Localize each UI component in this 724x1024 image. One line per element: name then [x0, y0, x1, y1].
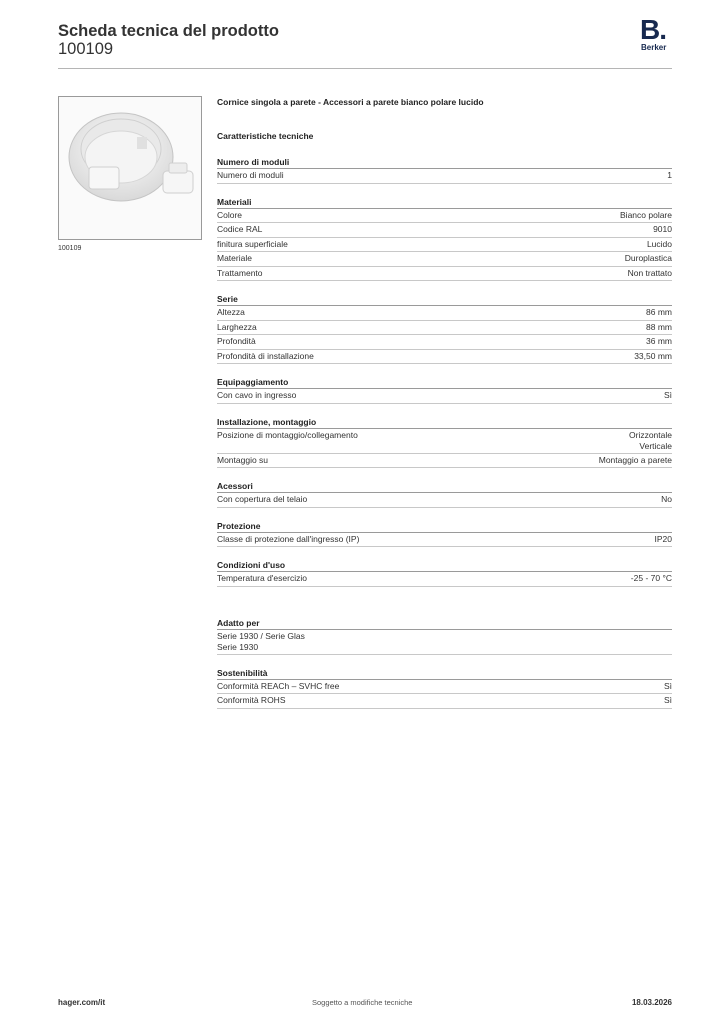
- spec-label: Montaggio su: [217, 454, 269, 465]
- product-code: 100109: [58, 40, 114, 58]
- section-title: Installazione, montaggio: [217, 416, 672, 429]
- spec-label: Conformità ROHS: [217, 695, 286, 705]
- spec-section: [217, 667, 672, 709]
- section-title: Materiali: [217, 196, 672, 209]
- spec-section: [217, 559, 672, 587]
- spec-value: Duroplastica: [624, 253, 672, 263]
- spec-row: [217, 389, 672, 404]
- spec-value: Sì: [663, 680, 672, 691]
- spec-label: Codice RAL: [217, 224, 263, 234]
- spec-value: Sì: [663, 695, 672, 705]
- header-divider: [58, 68, 672, 69]
- product-image: [58, 96, 202, 240]
- spec-row: [217, 694, 672, 709]
- spec-value: 9010: [653, 224, 672, 234]
- spec-value: -25 - 70 °C: [630, 573, 672, 583]
- spec-row: [217, 267, 672, 282]
- spec-value: 36 mm: [646, 336, 672, 346]
- spec-row: [217, 306, 672, 321]
- section-title: Numero di moduli: [217, 156, 672, 169]
- spec-row: [217, 350, 672, 365]
- spec-value: 88 mm: [646, 321, 672, 332]
- spec-label: Temperatura d'esercizio: [217, 573, 307, 583]
- spec-value: 33,50 mm: [634, 350, 672, 361]
- spec-row: [217, 169, 672, 184]
- section-title: Equipaggiamento: [217, 376, 672, 389]
- spec-row: [217, 493, 672, 508]
- section-title: Acessori: [217, 480, 672, 493]
- spec-label: Profondità: [217, 336, 256, 346]
- spec-value: No: [661, 494, 672, 504]
- spec-label: Larghezza: [217, 321, 257, 332]
- spec-label: Serie 1930 / Serie Glas Serie 1930: [217, 630, 305, 652]
- spec-label: Altezza: [217, 307, 245, 317]
- spec-row: [217, 454, 672, 469]
- logo-letter: B.: [640, 14, 667, 45]
- spec-label: Con copertura del telaio: [217, 494, 308, 504]
- section-title: Serie: [217, 293, 672, 306]
- spec-section: [217, 416, 672, 469]
- spec-value: 1: [667, 170, 672, 180]
- spec-section: [217, 520, 672, 548]
- logo-word: Berker: [641, 43, 667, 52]
- spec-row: [217, 335, 672, 350]
- spec-value: IP20: [654, 533, 672, 544]
- spec-label: Materiale: [217, 253, 252, 263]
- spec-row: [217, 223, 672, 238]
- spec-section: [217, 293, 672, 364]
- section-title: Condizioni d'uso: [217, 559, 672, 572]
- image-caption: 100109: [58, 245, 82, 252]
- spec-label: Profondità di installazione: [217, 350, 314, 361]
- spec-value: Non trattato: [627, 267, 672, 278]
- spec-section: [217, 376, 672, 404]
- spec-section: [217, 196, 672, 282]
- spec-row: [217, 572, 672, 587]
- spec-value: Lucido: [646, 238, 672, 249]
- spec-row: [217, 252, 672, 267]
- spec-label: Posizione di montaggio/collegamento: [217, 429, 358, 440]
- spec-value: Montaggio a parete: [598, 454, 672, 465]
- section-title: Sostenibilità: [217, 667, 672, 680]
- spec-content: [217, 96, 672, 709]
- spec-label: Trattamento: [217, 267, 263, 278]
- spec-section: [217, 480, 672, 508]
- footer-notice: Soggetto a modifiche tecniche: [312, 998, 413, 1007]
- spec-row: [217, 533, 672, 548]
- spec-value: 86 mm: [646, 307, 672, 317]
- spec-value: Sì: [663, 390, 672, 400]
- spec-section: [217, 156, 672, 184]
- tech-heading: Caratteristiche tecniche: [217, 131, 314, 141]
- spec-sections: [217, 156, 672, 709]
- spec-row: [217, 321, 672, 336]
- spec-label: Conformità REACh – SVHC free: [217, 680, 340, 691]
- spec-row: [217, 630, 672, 655]
- spec-row: [217, 429, 672, 454]
- berker-logo: [640, 16, 674, 56]
- page-title: Scheda tecnica del prodotto: [58, 22, 279, 40]
- spec-value: Bianco polare: [620, 209, 672, 220]
- section-title: Adatto per: [217, 617, 672, 630]
- spec-row: [217, 238, 672, 253]
- footer-date: 18.03.2026: [631, 998, 672, 1007]
- spec-label: Numero di moduli: [217, 170, 284, 180]
- spec-label: Con cavo in ingresso: [217, 390, 297, 400]
- spec-label: Classe di protezione dall'ingresso (IP): [217, 533, 360, 544]
- spec-row: [217, 209, 672, 224]
- spec-section: [217, 617, 672, 655]
- spec-label: finitura superficiale: [217, 238, 288, 249]
- spec-row: [217, 680, 672, 695]
- product-title: Cornice singola a parete - Accessori a parete bianco polare lucido: [217, 97, 484, 107]
- section-title: Protezione: [217, 520, 672, 533]
- spec-label: Colore: [217, 209, 243, 220]
- footer-website[interactable]: hager.com/it: [58, 998, 106, 1007]
- spec-value: Orizzontale Verticale: [629, 429, 672, 451]
